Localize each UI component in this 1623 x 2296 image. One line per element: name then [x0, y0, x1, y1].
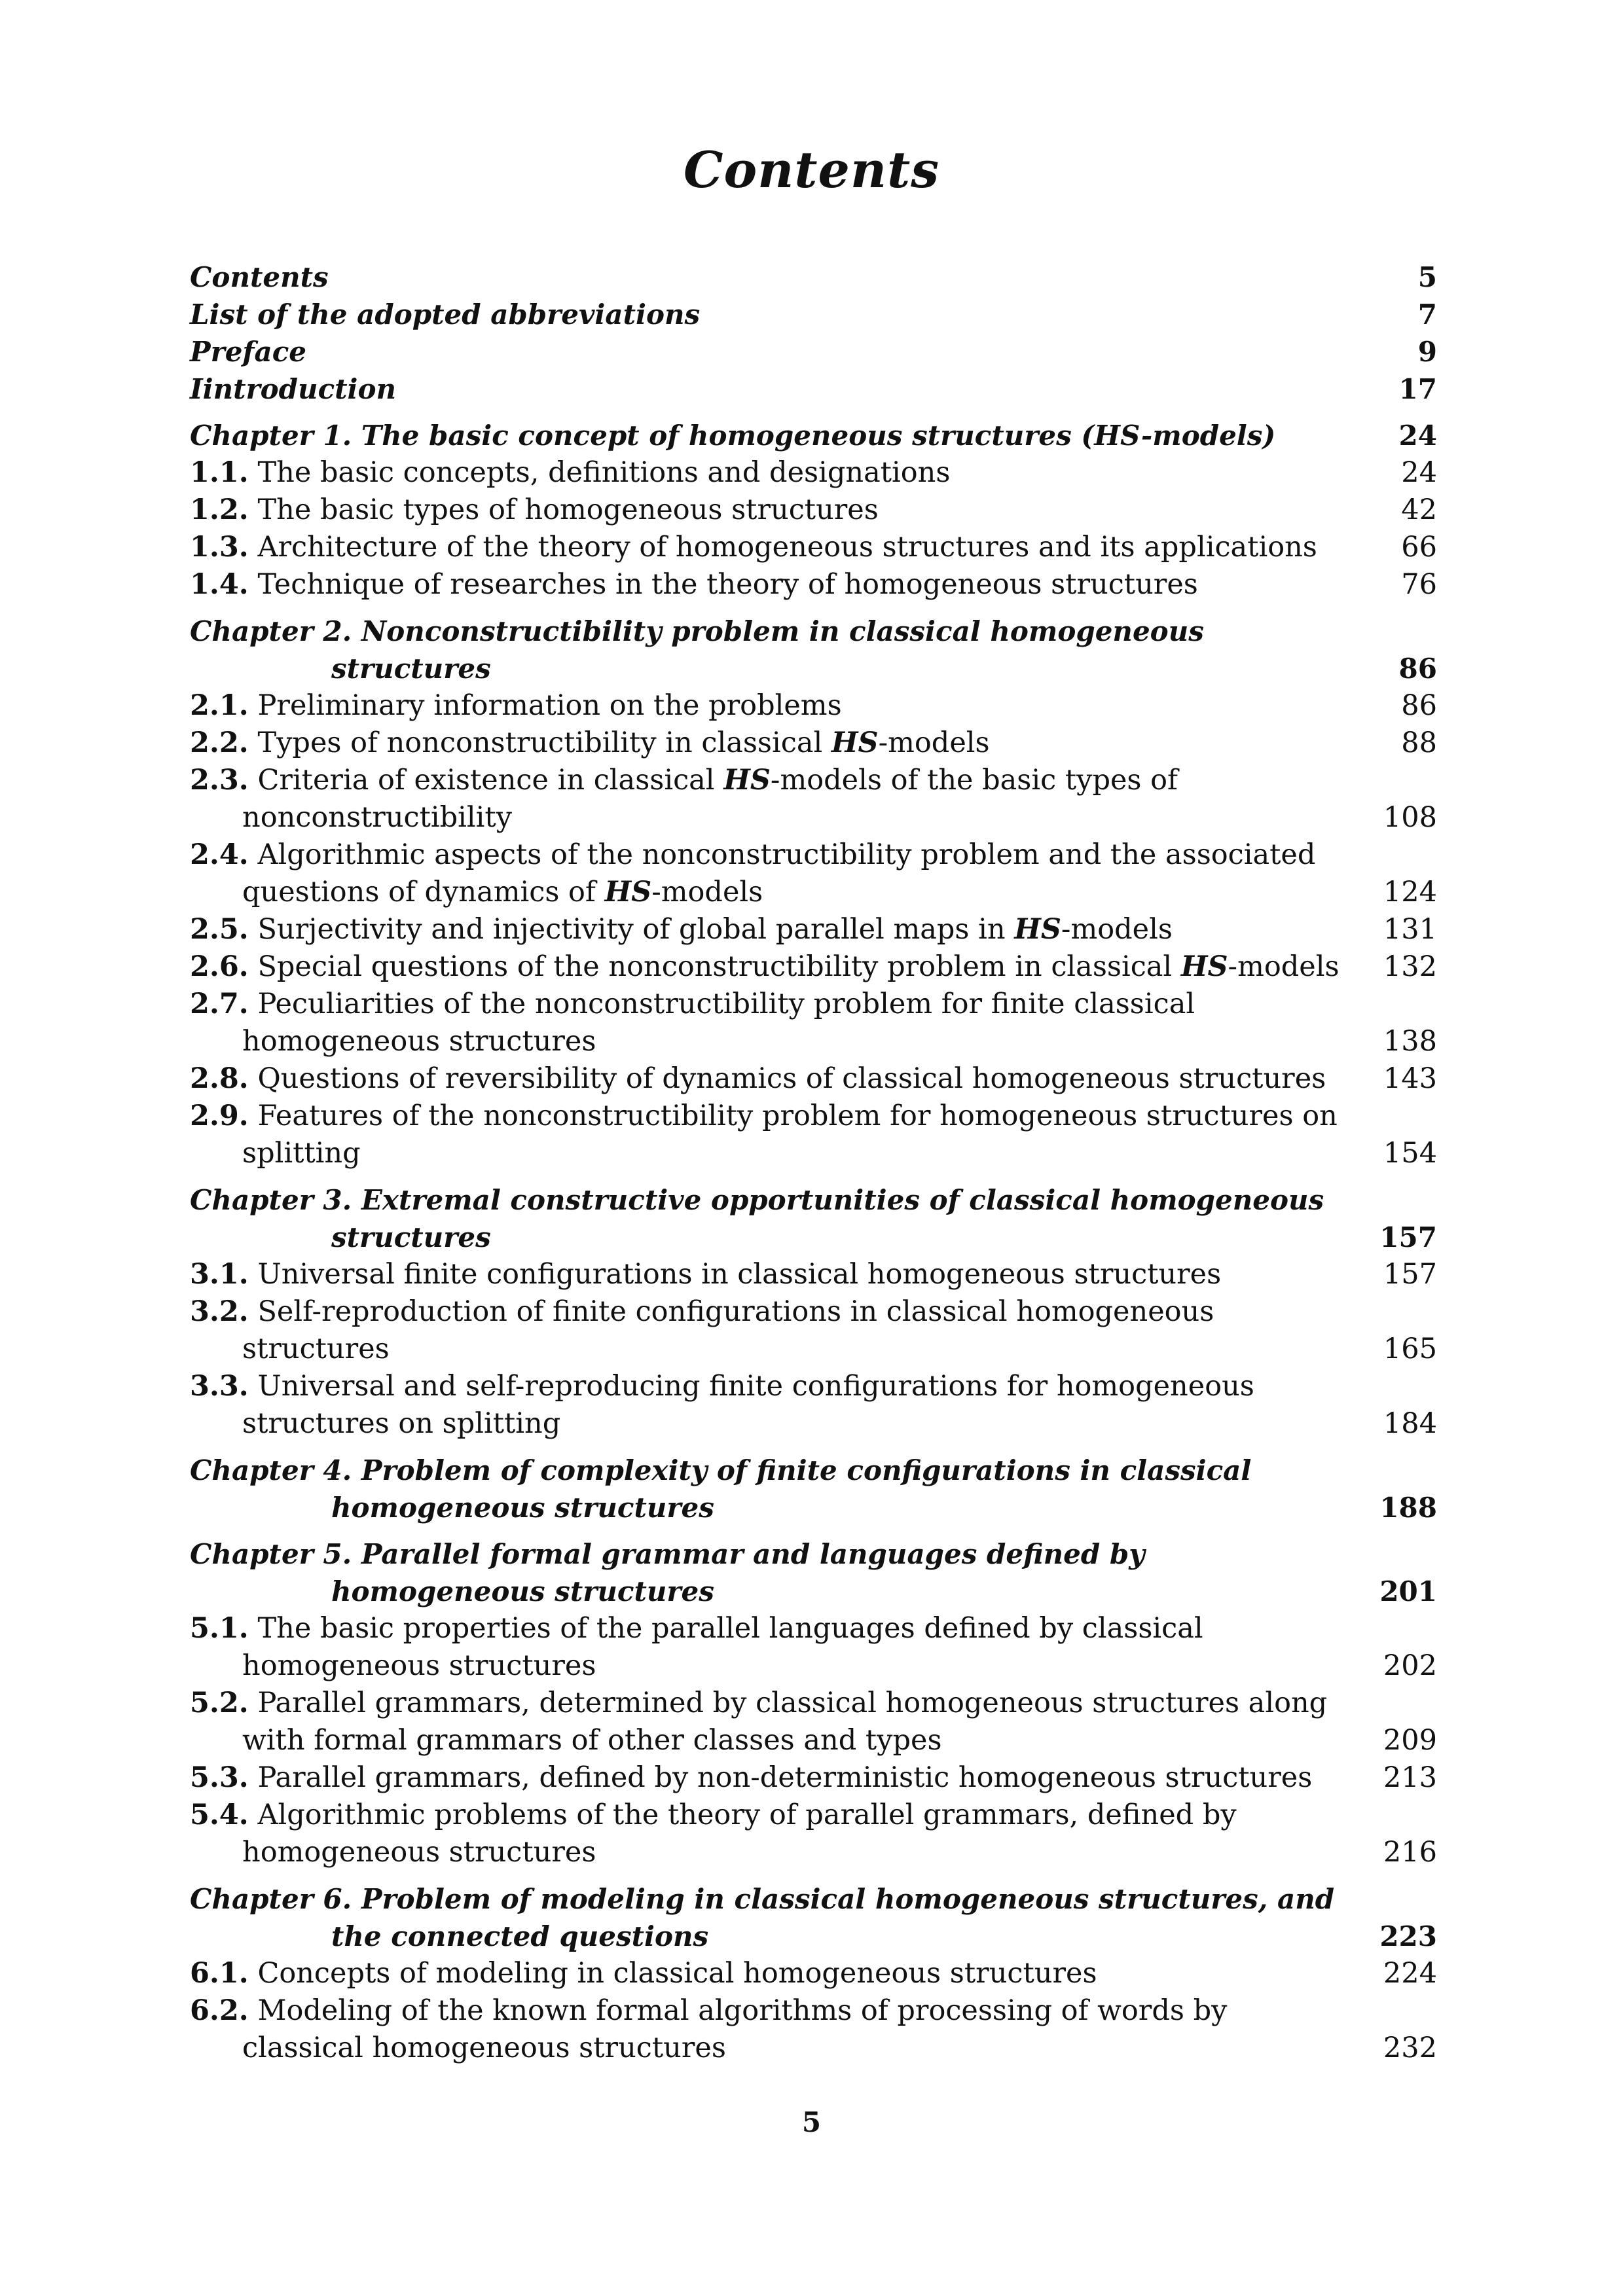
toc-entry-title [190, 1685, 1437, 1759]
toc-entry-title [190, 687, 1437, 725]
toc-chapter-entry[interactable] [190, 333, 1437, 370]
toc-entry-page: 131 [1383, 913, 1437, 946]
toc-entry-page: 224 [1383, 1957, 1437, 1990]
toc-entry-title [190, 1256, 1437, 1293]
toc-entry-title [190, 1759, 1437, 1797]
toc-entry-label: Self-reproduction of finite configurations in classical homogeneous structures [242, 1295, 1214, 1365]
toc-entry-number: 2.3. [190, 764, 249, 797]
toc-entry-label: Chapter 2. Nonconstructibility problem in classical homogeneous structures [190, 615, 1204, 685]
toc-entry-label: Parallel grammars, determined by classical homogeneous structures along with formal grammars of other classes and types [242, 1687, 1328, 1757]
toc-entry-title [190, 454, 1437, 492]
toc-entry-number: 2.7. [190, 988, 249, 1020]
toc-entry-title [190, 1880, 1437, 1955]
toc-entry-title [190, 1452, 1437, 1526]
toc-entry-title [190, 417, 1437, 454]
toc-entry-label: Modeling of the known formal algorithms of processing of words by classical homogeneous structures [242, 1994, 1228, 2064]
toc-entry-label: Universal and self-reproducing finite configurations for homogeneous structures on splitting [242, 1370, 1254, 1440]
toc-entry-label: Questions of reversibility of dynamics of classical homogeneous structures [257, 1062, 1326, 1095]
toc-entry-page: 7 [1417, 298, 1437, 331]
toc-entry-title [190, 370, 1437, 408]
toc-entry-title [190, 1098, 1437, 1172]
toc-chapter-entry[interactable] [190, 1181, 1437, 1256]
toc-entry-page: 165 [1383, 1333, 1437, 1365]
toc-entry-page: 213 [1383, 1761, 1437, 1794]
toc-entry-label: Chapter 6. Problem of modeling in classical homogeneous structures, and the connected questions [190, 1883, 1335, 1952]
toc-entry-title [190, 725, 1437, 762]
toc-entry-page: 202 [1383, 1649, 1437, 1682]
table-of-contents [190, 259, 1437, 2067]
toc-entry-number: 3.1. [190, 1258, 249, 1291]
toc-entry-label: Special questions of the nonconstructibility problem in classical HS-models [257, 950, 1340, 983]
toc-entry-page: 86 [1401, 689, 1437, 722]
toc-entry-page: 108 [1383, 801, 1437, 834]
toc-section-entry[interactable] [190, 1955, 1437, 1992]
toc-section-entry[interactable] [190, 1256, 1437, 1293]
toc-section-entry[interactable] [190, 836, 1437, 911]
toc-entry-page: 124 [1383, 876, 1437, 908]
toc-entry-label: Chapter 5. Parallel formal grammar and languages defined by homogeneous structures [190, 1538, 1145, 1607]
toc-entry-label: The basic concepts, definitions and designations [257, 456, 951, 489]
toc-section-entry[interactable] [190, 1992, 1437, 2067]
toc-entry-page: 17 [1398, 373, 1437, 405]
toc-entry-page: 66 [1401, 531, 1437, 564]
toc-entry-number: 1.2. [190, 493, 249, 526]
toc-section-entry[interactable] [190, 566, 1437, 603]
toc-chapter-entry[interactable] [190, 296, 1437, 333]
toc-entry-number: 2.4. [190, 838, 249, 871]
toc-entry-label: Algorithmic problems of the theory of parallel grammars, defined by homogeneous structures [242, 1799, 1237, 1869]
toc-section-entry[interactable] [190, 948, 1437, 986]
toc-entry-page: 5 [1417, 261, 1437, 293]
toc-entry-label: The basic types of homogeneous structures [257, 493, 879, 526]
toc-entry-title [190, 1535, 1437, 1610]
toc-section-entry[interactable] [190, 1098, 1437, 1172]
toc-section-entry[interactable] [190, 1797, 1437, 1871]
toc-entry-page: 86 [1398, 653, 1437, 685]
toc-entry-page: 188 [1379, 1492, 1437, 1524]
toc-chapter-entry[interactable] [190, 613, 1437, 687]
toc-entry-page: 143 [1383, 1062, 1437, 1095]
toc-entry-title [190, 259, 1437, 296]
toc-section-entry[interactable] [190, 1293, 1437, 1368]
toc-entry-number: 5.1. [190, 1612, 249, 1645]
toc-entry-label: List of the adopted abbreviations [190, 298, 701, 331]
toc-entry-page: 132 [1383, 950, 1437, 983]
toc-section-entry[interactable] [190, 1368, 1437, 1443]
toc-entry-label: Preliminary information on the problems [257, 689, 842, 722]
toc-entry-title [190, 836, 1437, 911]
toc-entry-label: Features of the nonconstructibility problem for homogeneous structures on splitting [242, 1100, 1338, 1170]
toc-entry-page: 24 [1398, 420, 1437, 452]
toc-section-entry[interactable] [190, 1759, 1437, 1797]
toc-chapter-entry[interactable] [190, 1535, 1437, 1610]
toc-entry-title [190, 1368, 1437, 1443]
toc-entry-title [190, 1293, 1437, 1368]
toc-section-entry[interactable] [190, 1685, 1437, 1759]
toc-entry-label: The basic properties of the parallel languages defined by classical homogeneous structures [242, 1612, 1203, 1682]
toc-entry-label: Surjectivity and injectivity of global parallel maps in HS-models [257, 913, 1173, 946]
toc-entry-number: 2.5. [190, 913, 249, 946]
toc-entry-number: 2.1. [190, 689, 249, 722]
toc-entry-title [190, 566, 1437, 603]
toc-entry-page: 24 [1401, 456, 1437, 489]
toc-entry-label: Types of nonconstructibility in classical HS-models [257, 726, 990, 759]
toc-entry-number: 2.9. [190, 1100, 249, 1132]
toc-entry-label: Peculiarities of the nonconstructibility problem for finite classical homogeneous structures [242, 988, 1195, 1058]
toc-entry-title [190, 986, 1437, 1060]
toc-entry-title [190, 1060, 1437, 1098]
toc-section-entry[interactable] [190, 986, 1437, 1060]
toc-entry-label: Parallel grammars, defined by non-deterministic homogeneous structures [257, 1761, 1313, 1794]
toc-entry-number: 5.3. [190, 1761, 249, 1794]
toc-entry-number: 1.3. [190, 531, 249, 564]
toc-chapter-entry[interactable] [190, 370, 1437, 408]
toc-section-entry[interactable] [190, 725, 1437, 762]
toc-entry-label: Algorithmic aspects of the nonconstructibility problem and the associated questions of dynamics of HS-models [242, 838, 1316, 908]
toc-entry-page: 154 [1383, 1137, 1437, 1170]
toc-entry-title [190, 1955, 1437, 1992]
toc-entry-title [190, 1797, 1437, 1871]
toc-entry-number: 1.4. [190, 568, 249, 601]
toc-entry-page: 9 [1417, 336, 1437, 368]
toc-entry-title [190, 296, 1437, 333]
toc-entry-label: Preface [190, 336, 307, 368]
toc-entry-number: 3.3. [190, 1370, 249, 1403]
toc-entry-title [190, 529, 1437, 566]
toc-entry-title [190, 333, 1437, 370]
toc-entry-title [190, 1992, 1437, 2067]
toc-section-entry[interactable] [190, 911, 1437, 948]
toc-entry-page: 42 [1401, 493, 1437, 526]
toc-entry-title [190, 762, 1437, 836]
toc-entry-page: 76 [1401, 568, 1437, 601]
toc-entry-number: 3.2. [190, 1295, 249, 1328]
toc-entry-number: 2.8. [190, 1062, 249, 1095]
toc-entry-title [190, 613, 1437, 687]
toc-entry-label: Technique of researches in the theory of homogeneous structures [257, 568, 1198, 601]
toc-entry-label: Iintroduction [190, 373, 397, 405]
toc-entry-page: 216 [1383, 1836, 1437, 1869]
toc-entry-title [190, 948, 1437, 986]
toc-entry-title [190, 1181, 1437, 1256]
toc-entry-label: Universal finite configurations in classical homogeneous structures [257, 1258, 1222, 1291]
toc-entry-number: 5.2. [190, 1687, 249, 1719]
page-number: 5 [801, 2106, 822, 2138]
toc-section-entry[interactable] [190, 1060, 1437, 1098]
toc-entry-number: 2.6. [190, 950, 249, 983]
toc-entry-label: Chapter 3. Extremal constructive opportunities of classical homogeneous structures [190, 1184, 1324, 1253]
toc-entry-label: Concepts of modeling in classical homogeneous structures [257, 1957, 1097, 1990]
toc-entry-title [190, 911, 1437, 948]
toc-entry-number: 1.1. [190, 456, 249, 489]
toc-entry-label: Chapter 1. The basic concept of homogeneous structures (HS-models) [190, 420, 1276, 452]
toc-section-entry[interactable] [190, 454, 1437, 492]
toc-entry-number: 5.4. [190, 1799, 249, 1831]
toc-entry-number: 2.2. [190, 726, 249, 759]
toc-entry-number: 6.1. [190, 1957, 249, 1990]
toc-entry-label: Chapter 4. Problem of complexity of finite configurations in classical homogeneous structures [190, 1454, 1252, 1524]
toc-chapter-entry[interactable] [190, 1880, 1437, 1955]
toc-section-entry[interactable] [190, 529, 1437, 566]
toc-entry-page: 138 [1383, 1025, 1437, 1058]
toc-section-entry[interactable] [190, 687, 1437, 725]
toc-entry-number: 6.2. [190, 1994, 249, 2027]
toc-entry-label: Criteria of existence in classical HS-models of the basic types of nonconstructibility [242, 764, 1178, 834]
toc-section-entry[interactable] [190, 492, 1437, 529]
toc-entry-title [190, 492, 1437, 529]
toc-chapter-entry[interactable] [190, 1452, 1437, 1526]
toc-entry-page: 223 [1379, 1920, 1437, 1952]
toc-section-entry[interactable] [190, 762, 1437, 836]
toc-section-entry[interactable] [190, 1610, 1437, 1685]
toc-entry-label: Architecture of the theory of homogeneous structures and its applications [257, 531, 1317, 564]
toc-entry-label: Contents [190, 261, 329, 293]
toc-entry-page: 157 [1379, 1221, 1437, 1253]
toc-entry-page: 209 [1383, 1724, 1437, 1757]
toc-entry-page: 88 [1401, 726, 1437, 759]
toc-entry-page: 184 [1383, 1407, 1437, 1440]
toc-entry-page: 157 [1383, 1258, 1437, 1291]
toc-chapter-entry[interactable] [190, 417, 1437, 454]
page-title: Contents [683, 141, 940, 199]
toc-entry-title [190, 1610, 1437, 1685]
toc-entry-page: 201 [1379, 1575, 1437, 1607]
toc-chapter-entry[interactable] [190, 259, 1437, 296]
toc-entry-page: 232 [1383, 2032, 1437, 2064]
